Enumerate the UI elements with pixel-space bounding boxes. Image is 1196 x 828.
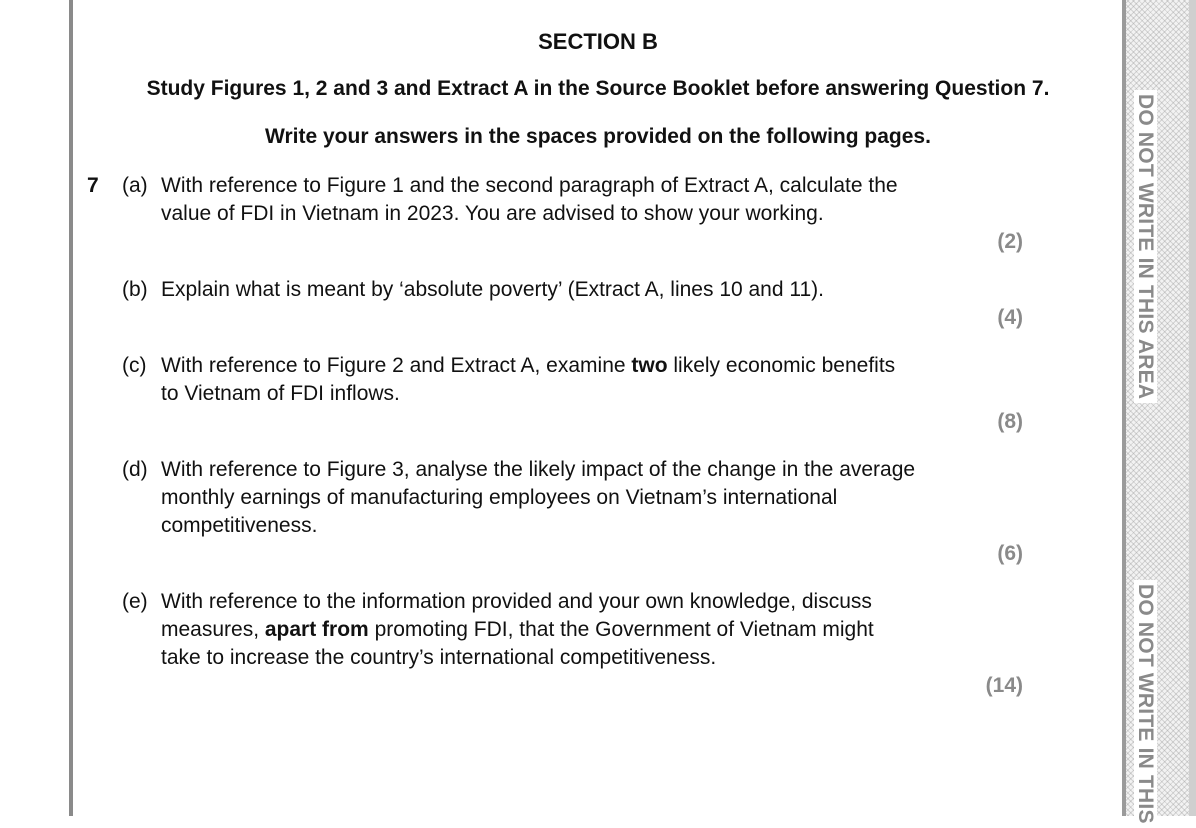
part-label: (a) (122, 174, 148, 197)
part-e-text: With reference to the information provided and your own knowledge, discuss measures, apart from promoting FDI, that the Government of Vietnam might take to increase the country’s international competitiveness. (161, 590, 874, 669)
part-a-marks: (2) (997, 230, 1023, 253)
instruction-study: Study Figures 1, 2 and 3 and Extract A in the Source Booklet before answering Question 7. (146, 77, 1050, 100)
part-e-marks: (14) (985, 674, 1023, 697)
part-a-text: With reference to Figure 1 and the second paragraph of Extract A, calculate the value of FDI in Vietnam in 2023. You are advised to show your working. (161, 174, 898, 225)
page-edge (1189, 0, 1196, 816)
instruction-write: Write your answers in the spaces provided on the following pages. (265, 125, 931, 148)
right-margin-rule (1122, 0, 1126, 816)
question-number: 7 (87, 174, 99, 197)
part-c-text: With reference to Figure 2 and Extract A, examine two likely economic benefits to Vietnam of FDI inflows. (161, 354, 896, 405)
section-title: SECTION B (538, 29, 658, 54)
part-b-marks: (4) (997, 306, 1023, 329)
part-d-marks: (6) (997, 542, 1023, 565)
part-label: (d) (122, 458, 148, 481)
part-b-text: Explain what is meant by ‘absolute poverty’ (Extract A, lines 10 and 11). (161, 278, 825, 301)
do-not-write-notice: DO NOT WRITE IN THIS (1133, 580, 1157, 828)
part-d-text: With reference to Figure 3, analyse the likely impact of the change in the average monthly earnings of manufacturing employees on Vietnam’s international competitiveness. (161, 458, 916, 537)
part-c-marks: (8) (997, 410, 1023, 433)
part-label: (c) (122, 354, 147, 377)
part-label: (b) (122, 278, 148, 301)
do-not-write-notice: DO NOT WRITE IN THIS AREA (1133, 90, 1157, 403)
part-label: (e) (122, 590, 148, 613)
left-margin-rule (69, 0, 73, 816)
